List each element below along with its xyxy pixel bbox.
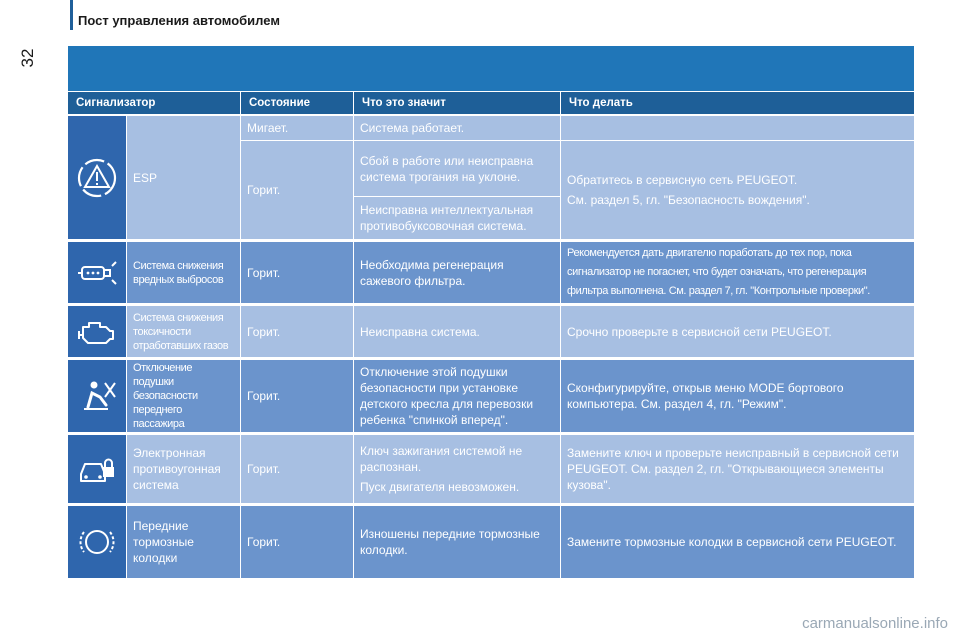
- table-row-icon: [68, 506, 126, 578]
- table-row-icon: [68, 360, 126, 432]
- meaning-cell: Необходима регенерация сажевого фильтра.: [354, 242, 560, 303]
- header-accent-bar: [70, 0, 73, 30]
- state-cell: Горит.: [241, 141, 353, 239]
- state-cell: Горит.: [241, 306, 353, 357]
- engine-check-icon: [76, 311, 118, 353]
- col-header-action: Что делать: [561, 92, 914, 114]
- action-cell: Сконфигурируйте, открыв меню MODE бортового компьютера. См. раздел 4, гл. "Режим".: [561, 360, 914, 432]
- page-number: 32: [18, 48, 37, 68]
- col-header-state: Состояние: [241, 92, 353, 114]
- table-banner: [68, 46, 914, 91]
- passenger-airbag-off-icon: [76, 375, 118, 417]
- col-header-meaning: Что это значит: [354, 92, 560, 114]
- state-cell: Горит.: [241, 506, 353, 578]
- meaning-line: Пуск двигателя невозможен.: [360, 480, 520, 494]
- table-row-icon: [68, 116, 126, 239]
- action-cell: Замените ключ и проверьте неисправный в сервисной сети PEUGEOT. См. раздел 2, гл. "Открывающиеся элементы кузова".: [561, 435, 914, 503]
- state-cell: Горит.: [241, 242, 353, 303]
- meaning-cell: Система работает.: [354, 116, 560, 140]
- meaning-cell: [354, 435, 560, 503]
- action-line: См. раздел 5, гл. "Безопасность вождения".: [567, 193, 810, 207]
- table-row-icon: [68, 242, 126, 303]
- meaning-line: Ключ зажигания системой не распознан.: [360, 444, 523, 474]
- section-title: Пост управления автомобилем: [78, 13, 280, 28]
- immobilizer-car-lock-icon: [76, 448, 118, 490]
- col-header-indicator: Сигнализатор: [68, 92, 240, 114]
- indicator-name: ESP: [127, 116, 240, 239]
- action-cell: Срочно проверьте в сервисной сети PEUGEOT.: [561, 306, 914, 357]
- action-cell: [561, 141, 914, 239]
- action-cell: Замените тормозные колодки в сервисной сети PEUGEOT.: [561, 506, 914, 578]
- state-cell: Горит.: [241, 435, 353, 503]
- exhaust-emission-icon: [76, 252, 118, 294]
- indicator-name: Электронная противоугонная система: [127, 435, 240, 503]
- action-line: Обратитесь в сервисную сеть PEUGEOT.: [567, 173, 798, 187]
- state-cell: Мигает.: [241, 116, 353, 140]
- watermark-link[interactable]: carmanualsonline.info: [802, 615, 948, 632]
- brake-pads-icon: [76, 521, 118, 563]
- meaning-cell: Неисправна интеллектуальная противобуксовочная система.: [354, 197, 560, 239]
- table-row-icon: [68, 306, 126, 357]
- table-row-icon: [68, 435, 126, 503]
- meaning-cell: Сбой в работе или неисправна система трогания на уклоне.: [354, 141, 560, 196]
- indicator-name: Передние тормозные колодки: [127, 506, 240, 578]
- indicator-name: Отключение подушки безопасности переднего пассажира: [127, 360, 240, 432]
- state-cell: Горит.: [241, 360, 353, 432]
- action-cell-empty: [561, 116, 914, 140]
- action-cell: Рекомендуется дать двигателю поработать до тех пор, пока сигнализатор не погаснет, что будет означать, что регенерация фильтра выполнена. См. раздел 7, гл. "Контрольные проверки".: [561, 242, 914, 303]
- esp-warning-triangle-icon: [76, 157, 118, 199]
- meaning-cell: Отключение этой подушки безопасности при установке детского кресла для перевозки ребенка "спинкой вперед".: [354, 360, 560, 432]
- indicator-name: Система снижения вредных выбросов: [127, 242, 240, 303]
- meaning-cell: Изношены передние тормозные колодки.: [354, 506, 560, 578]
- meaning-cell: Неисправна система.: [354, 306, 560, 357]
- indicator-name: Система снижения токсичности отработавших газов: [127, 306, 240, 357]
